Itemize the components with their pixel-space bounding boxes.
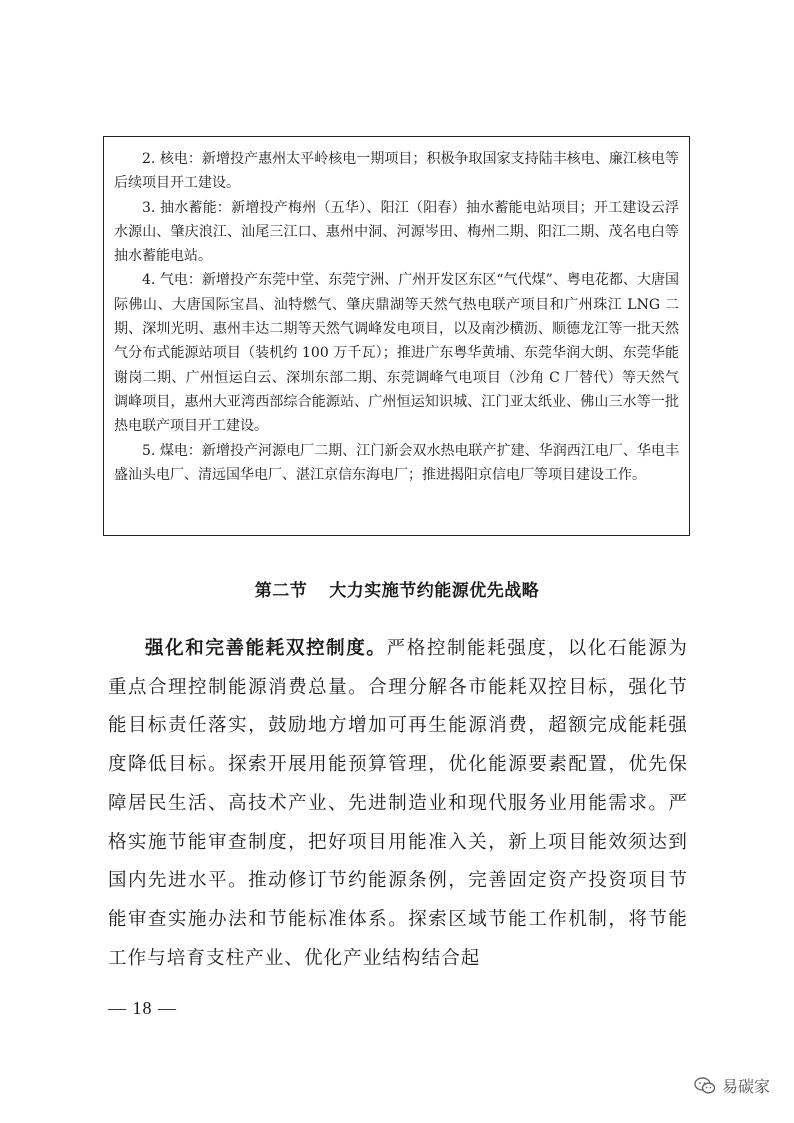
project-list-box: [103, 136, 690, 536]
body-paragraph: [108, 630, 688, 978]
section-number: 第二节: [254, 581, 308, 601]
watermark-text: 易碳家: [721, 1077, 770, 1096]
section-heading: [0, 576, 794, 601]
box-paragraph-pumped-storage: 3. 抽水蓄能：新增投产梅州（五华）、阳江（阳春）抽水蓄能电站项目；开工建设云浮水源山、肇庆浪江、汕尾三江口、惠州中洞、河源岑田、梅州二期、阳江二期、茂名电白等抽水蓄能电站。: [114, 199, 679, 265]
box-paragraph-gas-power: 4. 气电：新增投产东莞中堂、东莞宁洲、广州开发区东区“气代煤”、粤电花都、大唐国际佛山、大唐国际宝昌、汕特燃气、肇庆鼎湖等天然气热电联产项目和广州珠江 LNG 二期、深圳光明、惠州丰达二期等天然气调峰发电项目，以及南沙横沥、顺德龙江等一批天然气分布式能源站项目（装机约 100 万千瓦）；推进广东粤华黄埔、东莞华润大朗、东莞华能谢岗二期、广州恒运白云、深圳东部二期、东莞调峰气电项目（沙角 C 厂替代）等天然气调峰项目，惠州大亚湾西部综合能源站、广州恒运知识城、江门亚太纸业、佛山三水等一批热电联产项目开工建设。: [114, 272, 679, 435]
page-number: — 18 —: [108, 998, 177, 1018]
wechat-icon: [694, 1077, 716, 1095]
body-lead-sentence: 强化和完善能耗双控制度。: [145, 638, 387, 659]
box-paragraph-coal-power: 5. 煤电：新增投产河源电厂二期、江门新会双水热电联产扩建、华润西江电厂、华电丰盛汕头电厂、清远国华电厂、湛江京信东海电厂；推进揭阳京信电厂等项目建设工作。: [114, 442, 679, 483]
section-title: 大力实施节约能源优先战略: [329, 581, 540, 601]
watermark: [694, 1074, 770, 1097]
body-text: 严格控制能耗强度，以化石能源为重点合理控制能源消费总量。合理分解各市能耗双控目标，强化节能目标责任落实，鼓励地方增加可再生能源消费，超额完成能耗强度降低目标。探索开展用能预算管理，优化能源要素配置，优先保障居民生活、高技术产业、先进制造业和现代服务业用能需求。严格实施节能审查制度，把好项目用能准入关，新上项目能效须达到国内先进水平。推动修订节约能源条例，完善固定资产投资项目节能审查实施办法和节能标准体系。探索区域节能工作机制，将节能工作与培育支柱产业、优化产业结构结合起: [108, 638, 688, 969]
box-paragraph-nuclear: 2. 核电：新增投产惠州太平岭核电一期项目；积极争取国家支持陆丰核电、廉江核电等后续项目开工建设。: [114, 151, 679, 192]
